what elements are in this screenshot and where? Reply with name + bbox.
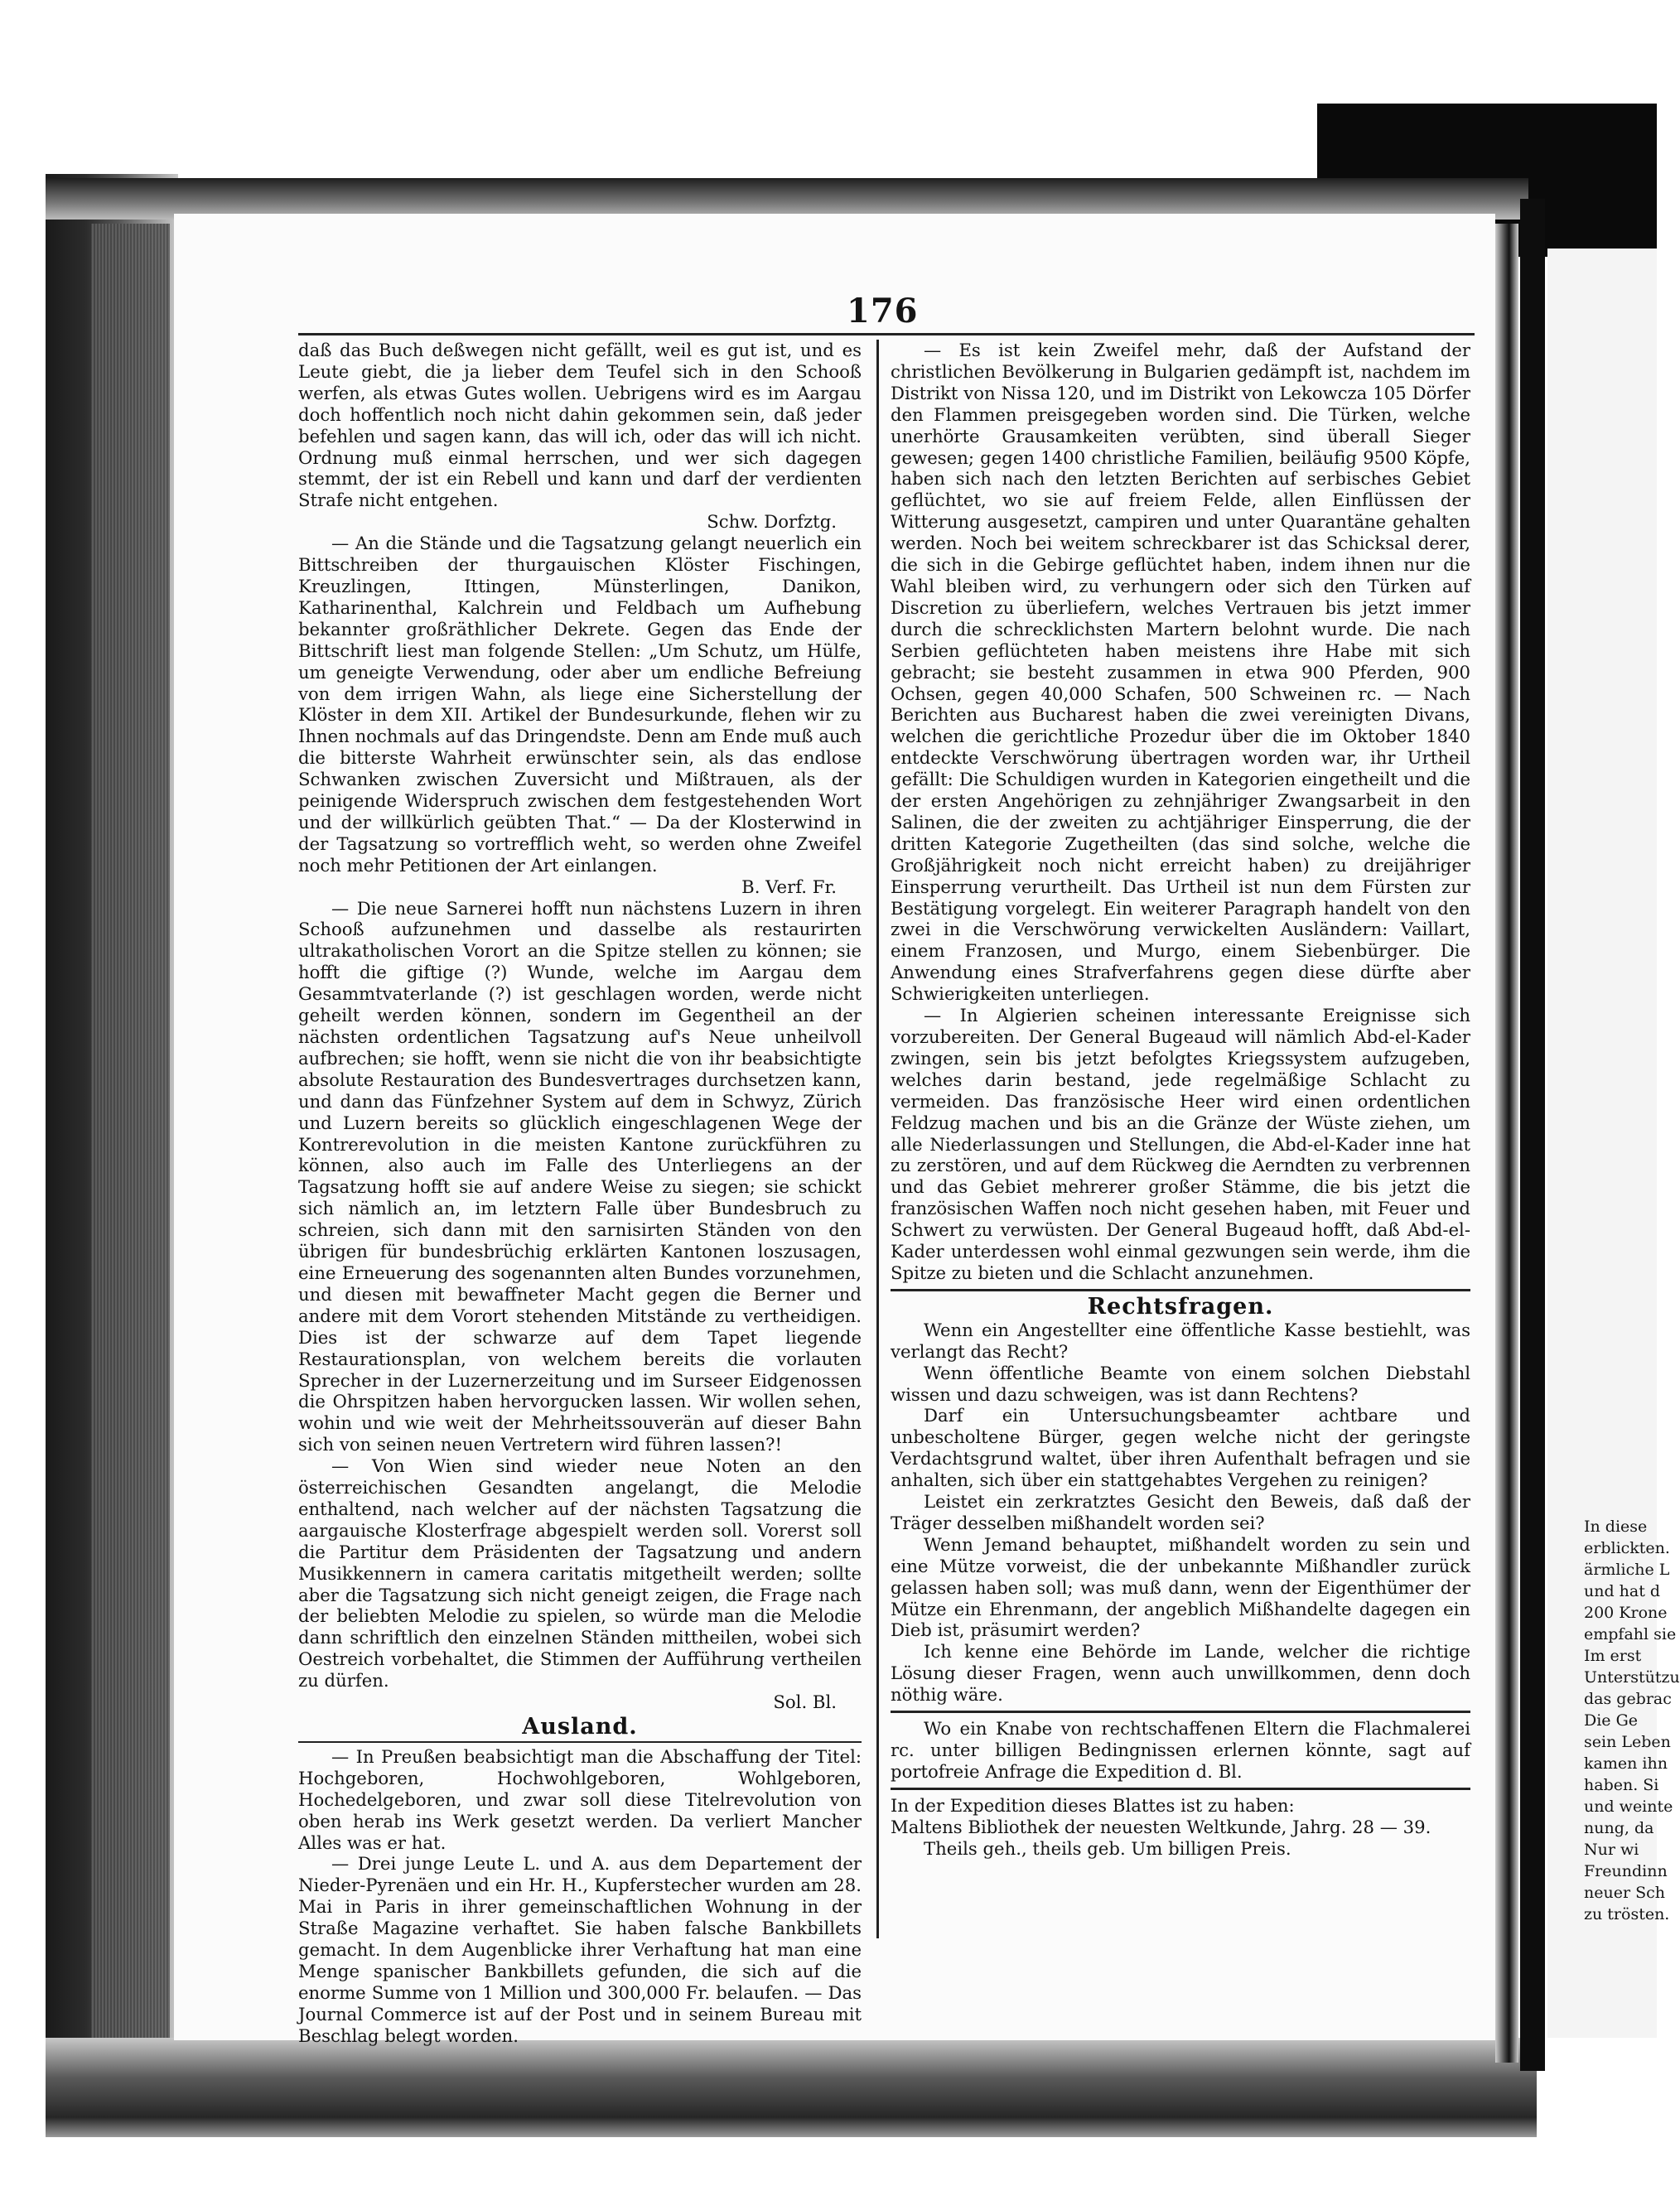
next-page-line: kamen ihn xyxy=(1584,1754,1668,1773)
advert-rule xyxy=(891,1788,1470,1790)
advertisement: Wo ein Knabe von rechtschaffenen Eltern die Flachmalerei rc. unter billigen Bedingnissen erlernen könnte, sagt auf portofreie Anfrage die Expedition d. Bl. xyxy=(891,1718,1470,1782)
next-page-line: sein Leben xyxy=(1584,1733,1671,1751)
left-column xyxy=(298,340,862,2047)
article-source: Schw. Dorfztg. xyxy=(707,511,837,533)
advert-rule xyxy=(891,1711,1470,1713)
next-page-line: Im erst xyxy=(1584,1647,1642,1665)
right-column xyxy=(891,340,1470,1860)
section-rule xyxy=(891,1289,1470,1291)
question-paragraph: Wenn ein Angestellter eine öffentliche Kasse bestiehlt, was verlangt das Recht? xyxy=(891,1319,1470,1362)
next-page-line: ärmliche L xyxy=(1584,1561,1670,1579)
advertisement-line: In der Expedition dieses Blattes ist zu haben: xyxy=(891,1794,1295,1816)
next-page-line: Freundinn xyxy=(1584,1862,1668,1880)
page-number: 176 xyxy=(847,292,919,331)
article-paragraph: — Es ist kein Zweifel mehr, daß der Aufstand der christlichen Bevölkerung in Bulgarien gedämpft ist, nachdem im Distrikt von Nissa 120, und im Distrikt von Lekowcza 105 Dörfer den Flammen preisgegeben worden sind. Die Türken, welche unerhörte Grausamkeiten verübten, sind überall Sieger gewesen; gegen 1400 christliche Familien, beiläufig 9500 Köpfe, haben sich nach den letzten Berichten auf serbisches Gebiet geflüchtet, wo sie auf freiem Felde, allen Einflüssen der Witterung ausgesetzt, campiren und unter Quarantäne gehalten werden. Noch bei weitem schreckbarer ist das Schicksal derer, die sich in die Gebirge geflüchtet haben, indem ihnen nur die Wahl bleiben wird, zu verhungern oder sich den Türken auf Discretion zu überliefern, welches Vertrauen bis jetzt immer durch die schrecklichsten Martern belohnt wurde. Die nach Serbien geflüchteten haben meistens ihre Habe mit sich gebracht; sie besteht zusammen in etwa 900 Pferden, 900 Ochsen, gegen 40,000 Schafen, 500 Schweinen rc. — Nach Berichten aus Bucharest haben die zwei vereinigten Divans, welchen die gerichtliche Prozedur über die im Oktober 1840 entdeckte Verschwörung übertragen worden war, ihr Urtheil gefällt: Die Schuldigen wurden in Kategorien eingetheilt und die der ersten Angehörigen zu zehnjähriger Zwangsarbeit in den Salinen, die der zweiten zu achtjähriger Einsperrung, die der dritten Kategorie Zugetheilten (das sind solche, welche die Großjährigkeit noch nicht erreicht haben) zu dreijähriger Einsperrung verurtheilt. Das Urtheil ist nun dem Fürsten zur Bestätigung vorgelegt. Ein weiterer Paragraph handelt von den zwei in die Verschwörung verwickelten Ausländern: Vaillart, einem Franzosen, und Murgo, einem Siebenbürger. Die Anwendung eines Strafverfahrens gegen diese dürfte aber Schwierigkeiten unterliegen. xyxy=(891,340,1470,1005)
next-page-line: nung, da xyxy=(1584,1819,1654,1837)
advertisement-line: Maltens Bibliothek der neuesten Weltkunde, Jahrg. 28 — 39. xyxy=(891,1816,1431,1837)
article-paragraph: — Die neue Sarnerei hofft nun nächstens Luzern in ihren Schooß aufzunehmen und dasselbe als restaurirten ultrakatholischen Vorort an die Spitze stellen zu können; sie hofft die giftige (?) Wunde, welche im Aargau dem Gesammtvaterlande (?) ist geschlagen worden, werde nicht geheilt werden können, sondern im Gegentheil an der nächsten ordentlichen Tagsatzung auf's Neue unheilvoll aufbrechen; sie hofft, wenn sie nicht die von ihr beabsichtigte absolute Restauration des Bundesvertrages durchsetzen kann, und dann das Fünfzehner System auf dem in Schwyz, Zürich und Luzern bereits so glücklich eingeschlagenen Wege der Kontrerevolution in die meisten Kantone zurückführen zu können, also auch im Falle des Unterliegens an der Tagsatzung hofft sie auf andere Weise zu siegen; sie schickt sich nämlich an, im letztern Falle über Bundesbruch zu schreien, sich dann mit den sarnisirten Ständen von den übrigen für bundesbrüchig erklärten Kantonen loszusagen, eine Erneuerung des sogenannten alten Bundes vorzunehmen, und diesen mit bewaffneter Macht gegen die Berner und andere mit dem Vorort stehenden Mitstände zu vertheidigen. Dies ist der schwarze auf dem Tapet liegende Restaurationsplan, von welchem bereits die vorlauten Sprecher in der Luzernerzeitung und im Surseer Eidgenossen die Ohrspitzen haben hervorgucken lassen. Wir wollen sehen, wohin und wie weit der Mehrheitssouverän auf dieser Bahn sich von seinen neuen Vertretern wird führen lassen?! xyxy=(298,897,862,1455)
article-paragraph: — Von Wien sind wieder neue Noten an den österreichischen Gesandten angelangt, die Melodie enthaltend, nach welcher auf der nächsten Tagsatzung die aargauische Klosterfrage abgespielt werden soll. Vorerst soll die Partitur dem Präsidenten der Tagsatzung und andern Musikkennern in camera caritatis mitgetheilt werden; sollte aber die Tagsatzung sich nicht geneigt zeigen, die Frage nach der beliebten Melodie zu spielen, so würde man die Melodie dann schriftlich den einzelnen Ständen mittheilen, wobei sich Oestreich vorbehaltet, die Stimmen der Aufführung vertheilen zu dürfen. xyxy=(298,1455,862,1692)
page-right-edge xyxy=(1495,224,1518,2063)
next-page-line: Nur wi xyxy=(1584,1841,1639,1859)
next-page-line: Unterstützu xyxy=(1584,1668,1680,1687)
question-paragraph: Leistet ein zerkratztes Gesicht den Beweis, daß daß der Träger desselben mißhandelt worden sei? xyxy=(891,1491,1470,1533)
next-page-line: neuer Sch xyxy=(1584,1884,1665,1902)
page-bottom-shadow xyxy=(46,2038,1537,2137)
next-page-line: erblickten. xyxy=(1584,1539,1670,1557)
article-paragraph: — In Preußen beabsichtigt man die Abschaffung der Titel: Hochgeboren, Hochwohlgeboren, Wohlgeboren, Hochedelgeboren, und zwar soll diese Titelrevolution von oben herab ins Werk gesetzt werden. Da verliert Mancher Alles was er hat. xyxy=(298,1745,862,1853)
column-divider xyxy=(876,340,879,1938)
article-paragraph: daß das Buch deßwegen nicht gefällt, weil es gut ist, und es Leute giebt, die ja lieber dem Teufel sich in den Schooß werfen, als etwas Gutes wollen. Uebrigens wird es im Aargau doch hoffentlich noch nicht dahin gekommen sein, daß jeder befehlen und sagen kann, das will ich, oder das will ich nicht. Ordnung muß einmal herrschen, und wer sich dagegen stemmt, der ist ein Rebell und kann und darf der verdienten Strafe nicht entgehen. xyxy=(298,340,862,511)
article-paragraph: — An die Stände und die Tagsatzung gelangt neuerlich ein Bittschreiben der thurgauischen Klöster Fischingen, Kreuzlingen, Ittingen, Münsterlingen, Danikon, Katharinenthal, Kalchrein und Feldbach um Aufhebung bekannter großräthlicher Dekrete. Gegen das Ende der Bittschrift liest man folgende Stellen: „Um Schutz, um Hülfe, um geneigte Verwendung, oder aber um endliche Befreiung von dem irrigen Wahn, als liege eine Sicherstellung der Klöster in dem XII. Artikel der Bundesurkunde, flehen wir zu Ihnen nochmals auf das Dringendste. Denn am Ende muß auch die bitterste Wahrheit erwünschter sein, als das endlose Schwanken zwischen Zuversicht und Mißtrauen, als der peinigende Widerspruch zwischen dem festgestehenden Wort und der willkürlich geübten That.“ — Da der Klosterwind in der Tagsatzung so vortrefflich weht, so werden ohne Zweifel noch mehr Petitionen der Art einlangen. xyxy=(298,533,862,876)
article-source: B. Verf. Fr. xyxy=(741,876,837,897)
next-page-line: und weinte xyxy=(1584,1798,1673,1816)
article-source: Sol. Bl. xyxy=(773,1692,837,1713)
section-heading-ausland: Ausland. xyxy=(522,1714,638,1740)
next-page-line: empfahl sie xyxy=(1584,1625,1677,1643)
book-page-edges xyxy=(91,224,170,2071)
next-page-line: zu trösten. xyxy=(1584,1905,1670,1923)
next-page-line: In diese xyxy=(1584,1518,1648,1536)
scan-margin-top xyxy=(0,0,1657,108)
next-page-line: und hat d xyxy=(1584,1582,1661,1600)
header-rule xyxy=(298,333,1475,335)
section-rule xyxy=(298,1741,862,1743)
section-heading-rechtsfragen: Rechtsfragen. xyxy=(1087,1293,1274,1320)
next-page-line: haben. Si xyxy=(1584,1776,1659,1794)
next-page-line: das gebrac xyxy=(1584,1690,1672,1708)
article-paragraph: — Drei junge Leute L. und A. aus dem Departement der Nieder-Pyrenäen und ein Hr. H., Kupferstecher wurden am 28. Mai in Paris in ihrer gemeinschaftlichen Wohnung in der Straße Magazine verhaftet. Sie haben falsche Bankbillets gemacht. In dem Augenblicke ihrer Verhaftung hat man eine Menge spanischer Bankbillets gefunden, die sich auf die enorme Summe von 1 Million und 300,000 Fr. belaufen. — Das Journal Commerce ist auf der Post und in seinem Bureau mit Beschlag belegt worden. xyxy=(298,1853,862,2046)
question-paragraph: Darf ein Untersuchungsbeamter achtbare und unbescholtene Bürger, gegen welche nicht der geringste Verdachtsgrund waltet, über ihren Aufenthalt befragen und sie anhalten, sich über ein stattgehabtes Vergehen zu reinigen? xyxy=(891,1405,1470,1491)
question-paragraph: Wenn Jemand behauptet, mißhandelt worden zu sein und eine Mütze vorweist, die der unbekannte Mißhandler zurück gelassen haben soll; was muß dann, wenn der Eigenthümer der Mütze ein Ehrenmann, der angeblich Mißhandelte dagegen ein Dieb ist, präsumirt werden? xyxy=(891,1533,1470,1641)
next-page-text xyxy=(1584,1516,1680,1925)
article-paragraph: — In Algierien scheinen interessante Ereignisse sich vorzubereiten. Der General Bugeaud will nämlich Abd-el-Kader zwingen, sein bis jetzt befolgtes Kriegssystem aufzugeben, welches darin bestand, jede regelmäßige Schlacht zu vermeiden. Das französische Heer wird einen ordentlichen Feldzug machen und bis an die Gränze der Wüste ziehen, um alle Niederlassungen und Stellungen, die Abd-el-Kader inne hat zu zerstören, und auf dem Rückweg die Aerndten zu verbrennen und das Gebiet mehrerer großer Stämme, die bis jetzt die französischen Waffen noch nicht gesehen haben, mit Feuer und Schwert zu verwüsten. Der General Bugeaud hofft, daß Abd-el-Kader unterdessen wohl einmal gezwungen sein werde, ihm die Spitze zu bieten und die Schlacht anzunehmen. xyxy=(891,1005,1470,1283)
next-page-line: 200 Krone xyxy=(1584,1604,1668,1622)
book-gutter xyxy=(1520,199,1545,2071)
next-page-line: Die Ge xyxy=(1584,1711,1639,1730)
question-paragraph: Ich kenne eine Behörde im Lande, welcher die richtige Lösung dieser Fragen, wenn auch unwillkommen, denn doch nöthig wäre. xyxy=(891,1641,1470,1706)
advertisement-line: Theils geh., theils geb. Um billigen Preis. xyxy=(924,1837,1291,1859)
question-paragraph: Wenn öffentliche Beamte von einem solchen Diebstahl wissen und dazu schweigen, was ist dann Rechtens? xyxy=(891,1362,1470,1405)
